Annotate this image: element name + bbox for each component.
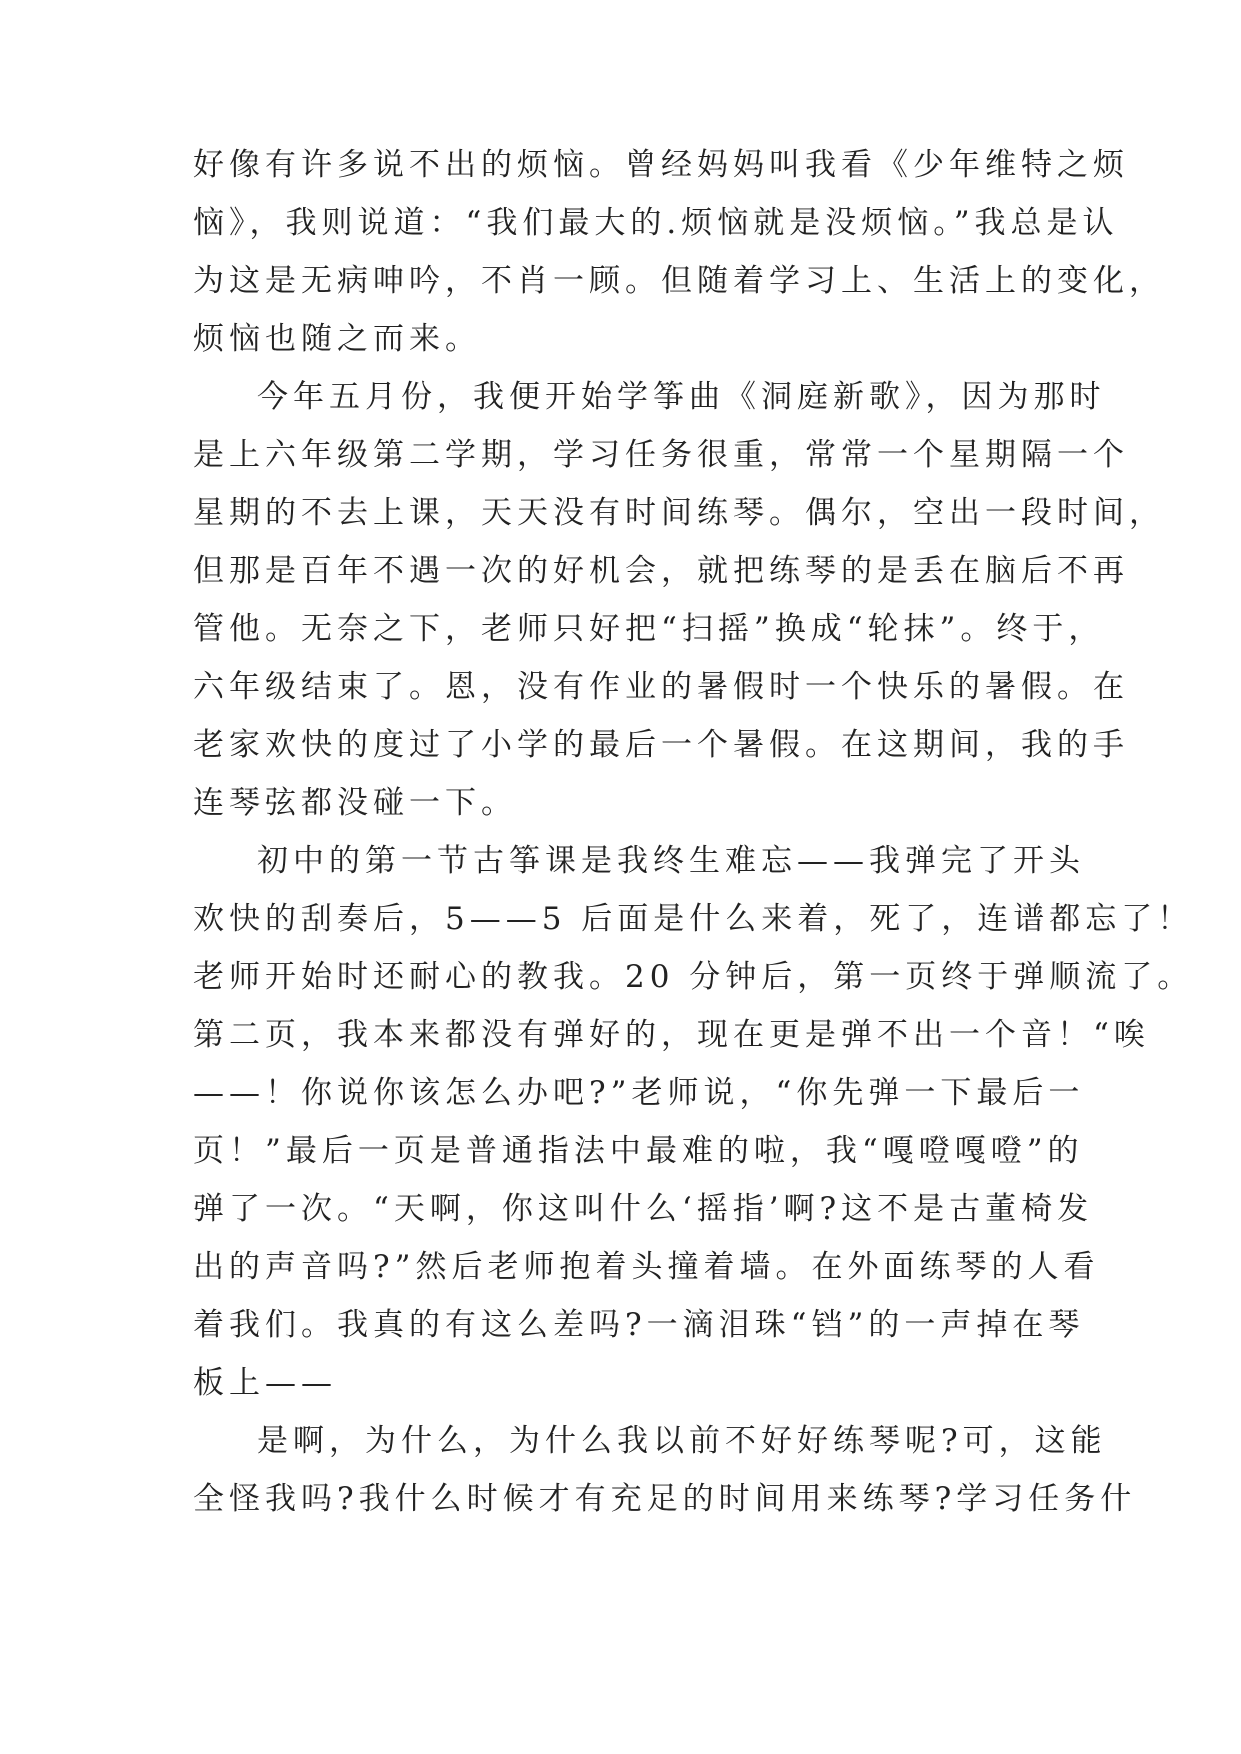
- text-line: ——！你说你该怎么办吧?”老师说，“你先弹一下最后一: [193, 1075, 1085, 1111]
- text-line: 老师开始时还耐心的教我。20 分钟后，第一页终于弹顺流了。: [193, 959, 1194, 995]
- text-line: 六年级结束了。恩，没有作业的暑假时一个快乐的暑假。在: [193, 669, 1129, 705]
- text-line: 但那是百年不遇一次的好机会，就把练琴的是丢在脑后不再: [193, 553, 1129, 589]
- paragraph-first-line: 今年五月份，我便开始学筝曲《洞庭新歌》，因为那时: [257, 379, 1106, 415]
- text-line: 连琴弦都没碰一下。: [193, 785, 517, 821]
- text-line: 是上六年级第二学期，学习任务很重，常常一个星期隔一个: [193, 437, 1129, 473]
- paragraph-first-line: 初中的第一节古筝课是我终生难忘——我弹完了开头: [257, 843, 1085, 879]
- text-line: 烦恼也随之而来。: [193, 321, 481, 357]
- text-line: 老家欢快的度过了小学的最后一个暑假。在这期间，我的手: [193, 727, 1129, 763]
- text-line: 全怪我吗?我什么时候才有充足的时间用来练琴?学习任务什: [193, 1481, 1137, 1517]
- text-line: 第二页，我本来都没有弹好的，现在更是弹不出一个音！“唉: [193, 1017, 1150, 1053]
- text-line: 为这是无病呻吟，不肖一顾。但随着学习上、生活上的变化，: [193, 263, 1165, 299]
- text-line: 星期的不去上课，天天没有时间练琴。偶尔，空出一段时间，: [193, 495, 1165, 531]
- text-line: 恼》，我则说道：“我们最大的.烦恼就是没烦恼。”我总是认: [193, 205, 1119, 241]
- text-line: 弹了一次。“天啊，你这叫什么‘摇指’啊?这不是古董椅发: [193, 1191, 1094, 1227]
- text-line: 着我们。我真的有这么差吗?一滴泪珠“铛”的一声掉在琴: [193, 1307, 1085, 1343]
- text-line: 页！”最后一页是普通指法中最难的啦，我“嘎噔嘎噔”的: [193, 1133, 1084, 1169]
- paragraph-first-line: 是啊，为什么，为什么我以前不好好练琴呢?可，这能: [257, 1423, 1107, 1459]
- text-line: 出的声音吗?”然后老师抱着头撞着墙。在外面练琴的人看: [193, 1249, 1100, 1285]
- text-line: 板上——: [193, 1365, 337, 1401]
- text-line: 欢快的刮奏后，5——5 后面是什么来着，死了，连谱都忘了！: [193, 901, 1194, 937]
- text-line: 好像有许多说不出的烦恼。曾经妈妈叫我看《少年维特之烦: [193, 147, 1129, 183]
- text-line: 管他。无奈之下，老师只好把“扫摇”换成“轮抹”。终于，: [193, 611, 1105, 647]
